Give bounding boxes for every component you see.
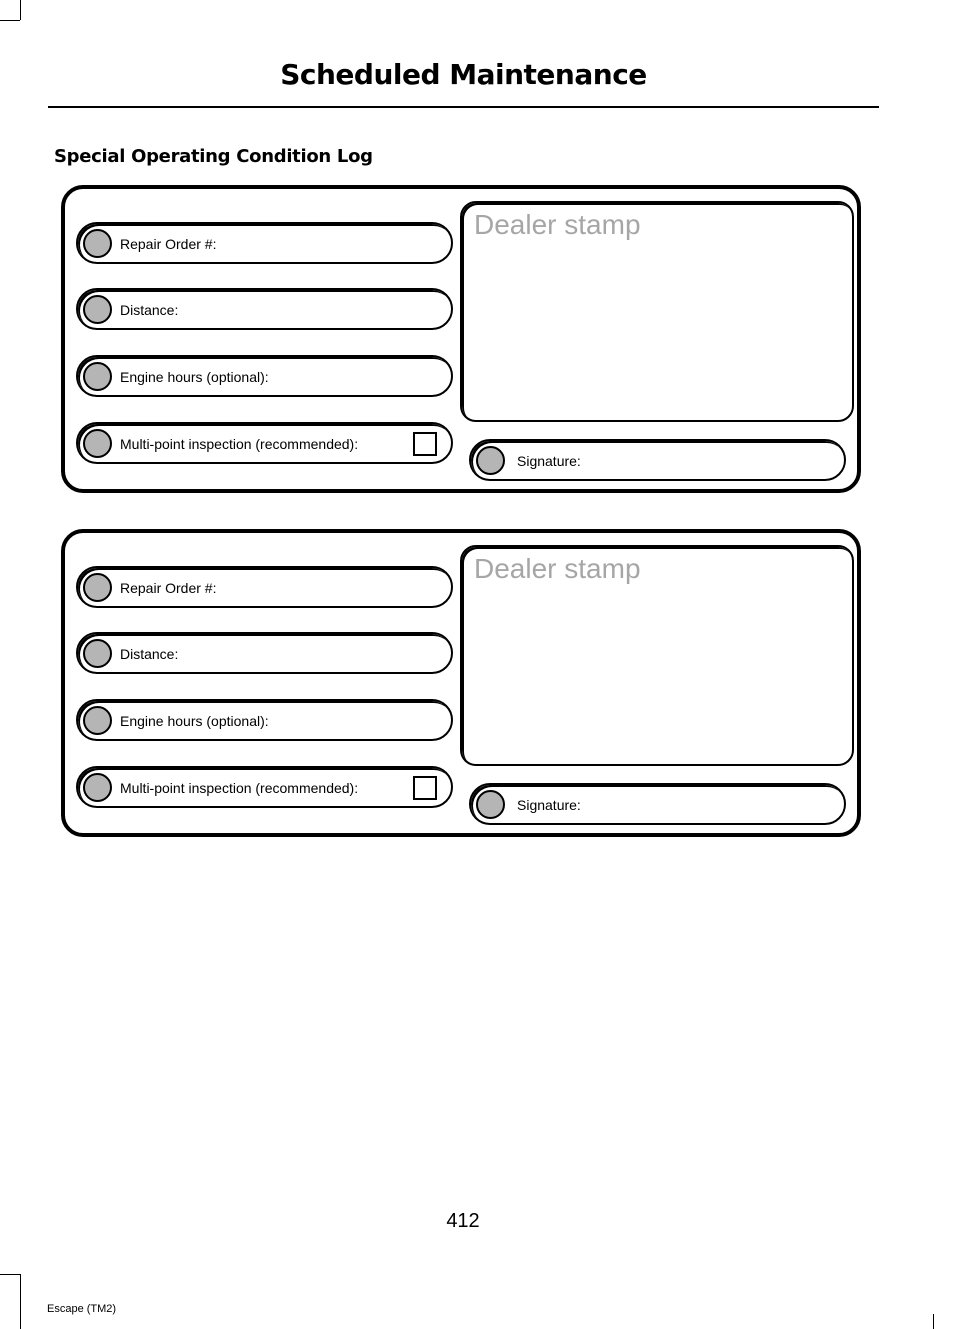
crop-mark-bottom-left-h bbox=[0, 1274, 20, 1275]
crop-mark-top-left-v bbox=[20, 0, 21, 20]
field-label: Repair Order #: bbox=[120, 580, 217, 596]
field-label: Multi-point inspection (recommended): bbox=[120, 436, 359, 452]
bullet-icon bbox=[83, 295, 112, 324]
log-card-2 bbox=[61, 529, 861, 837]
bullet-icon bbox=[83, 429, 112, 458]
engine-hours-field[interactable] bbox=[76, 355, 453, 397]
inspection-field bbox=[76, 422, 453, 464]
signature-field[interactable] bbox=[469, 783, 846, 825]
inspection-checkbox[interactable] bbox=[413, 432, 437, 456]
distance-field[interactable] bbox=[76, 632, 453, 674]
distance-field[interactable] bbox=[76, 288, 453, 330]
engine-hours-field[interactable] bbox=[76, 699, 453, 741]
field-label: Distance: bbox=[120, 646, 179, 662]
bullet-icon bbox=[83, 706, 112, 735]
page-number: 412 bbox=[446, 1210, 480, 1232]
bullet-icon bbox=[83, 229, 112, 258]
inspection-checkbox[interactable] bbox=[413, 776, 437, 800]
field-label: Repair Order #: bbox=[120, 236, 217, 252]
bullet-icon bbox=[476, 446, 505, 475]
footer-model: Escape (TM2) bbox=[47, 1303, 117, 1315]
field-label: Multi-point inspection (recommended): bbox=[120, 780, 359, 796]
field-label: Engine hours (optional): bbox=[120, 713, 269, 729]
repair-order-field[interactable] bbox=[76, 566, 453, 608]
bullet-icon bbox=[83, 773, 112, 802]
log-card-1 bbox=[61, 185, 861, 493]
bullet-icon bbox=[83, 639, 112, 668]
bullet-icon bbox=[476, 790, 505, 819]
field-label: Engine hours (optional): bbox=[120, 369, 269, 385]
field-label: Signature: bbox=[517, 453, 581, 469]
dealer-stamp-box bbox=[460, 545, 854, 766]
crop-mark-top-left-h bbox=[0, 20, 20, 21]
signature-field[interactable] bbox=[469, 439, 846, 481]
crop-mark-bottom-left-v bbox=[20, 1274, 21, 1329]
bullet-icon bbox=[83, 573, 112, 602]
page-title: Scheduled Maintenance bbox=[280, 58, 647, 91]
dealer-stamp-label: Dealer stamp bbox=[474, 209, 641, 240]
title-rule bbox=[48, 106, 879, 108]
dealer-stamp-label: Dealer stamp bbox=[474, 553, 641, 584]
repair-order-field[interactable] bbox=[76, 222, 453, 264]
field-label: Signature: bbox=[517, 797, 581, 813]
field-label: Distance: bbox=[120, 302, 179, 318]
section-heading: Special Operating Condition Log bbox=[54, 146, 373, 167]
dealer-stamp-box bbox=[460, 201, 854, 422]
crop-mark-bottom-right-v bbox=[933, 1314, 934, 1329]
bullet-icon bbox=[83, 362, 112, 391]
inspection-field bbox=[76, 766, 453, 808]
